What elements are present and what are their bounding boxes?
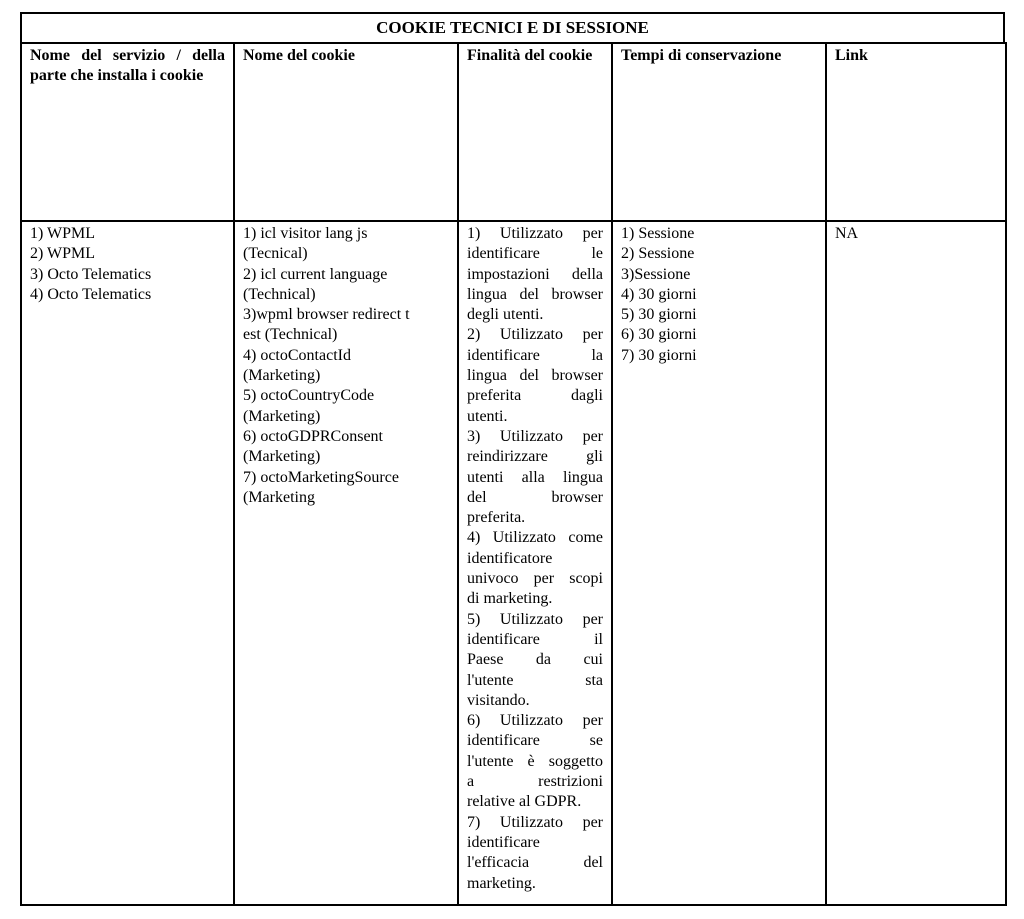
cookie-name-line: 4) octoContactId (243, 346, 351, 364)
retention-entry: 5) 30 giorni (621, 306, 697, 324)
purpose-line: 4) Utilizzato come (467, 529, 603, 547)
purpose-line: di marketing. (467, 590, 553, 608)
purpose-line: impostazioni della (467, 265, 603, 283)
services-cell (21, 221, 234, 905)
purposes-cell (458, 221, 612, 905)
purpose-line: identificare il (467, 630, 603, 648)
purpose-line: l'utente sta (467, 671, 603, 689)
cookie-name-line: (Tecnical) (243, 245, 308, 263)
header-row (21, 43, 1006, 221)
service-entry: 4) Octo Telematics (30, 285, 152, 303)
service-entry: 2) WPML (30, 245, 96, 263)
purpose-line: identificare la (467, 346, 603, 364)
purpose-line: lingua del browser (467, 367, 603, 385)
purpose-line: 1) Utilizzato per (467, 225, 603, 242)
service-entry: 1) WPML (30, 225, 96, 242)
purpose-line: utenti alla lingua (467, 468, 603, 486)
retention-cell (612, 221, 826, 905)
retention-entry: 6) 30 giorni (621, 326, 697, 344)
cookie-name-line: 1) icl visitor lang js (243, 225, 368, 242)
cookie-name-line: est (Technical) (243, 326, 338, 344)
purpose-line: 2) Utilizzato per (467, 326, 603, 344)
purpose-line: 5) Utilizzato per (467, 610, 603, 628)
purpose-line: identificare (467, 833, 540, 851)
header-service: Nome del servizio / della parte che installa i cookie (21, 43, 234, 221)
purpose-line: a restrizioni (467, 773, 603, 791)
cookie-table-container (20, 12, 1005, 906)
cookie-name-line: 5) octoCountryCode (243, 387, 375, 405)
cookie-name-line: (Marketing) (243, 367, 321, 385)
retention-entry: 4) 30 giorni (621, 285, 697, 303)
purpose-line: utenti. (467, 407, 508, 425)
cookie-name-line: (Marketing) (243, 407, 321, 425)
purpose-line: lingua del browser (467, 285, 603, 303)
cookies-cell (234, 221, 458, 905)
retention-entry: 7) 30 giorni (621, 346, 697, 364)
cookie-name-line: 2) icl current language (243, 265, 388, 283)
purpose-line: relative al GDPR. (467, 793, 582, 811)
retention-entry: 3)Sessione (621, 265, 691, 283)
purpose-line: marketing. (467, 874, 536, 892)
purpose-line: l'utente è soggetto (467, 752, 603, 770)
header-retention: Tempi di conservazione (612, 43, 826, 221)
cookie-name-line: (Marketing) (243, 448, 321, 466)
purpose-line: degli utenti. (467, 306, 544, 324)
body-row (21, 221, 1006, 905)
purpose-line: preferita dagli (467, 387, 603, 405)
cookie-table (20, 42, 1007, 906)
service-entry: 3) Octo Telematics (30, 265, 152, 283)
purpose-line: identificatore (467, 549, 553, 567)
purpose-line: Paese da cui (467, 651, 603, 669)
purpose-line: identificare se (467, 732, 603, 750)
retention-entry: 2) Sessione (621, 245, 695, 263)
purpose-line: 6) Utilizzato per (467, 712, 603, 730)
purpose-line: preferita. (467, 509, 526, 527)
cookie-name-line: 7) octoMarketingSource (243, 468, 399, 486)
header-link: Link (826, 43, 1006, 221)
purpose-line: univoco per scopi (467, 570, 603, 588)
purpose-line: l'efficacia del (467, 854, 603, 872)
purpose-line: reindirizzare gli (467, 448, 603, 466)
cookie-name-line: 6) octoGDPRConsent (243, 427, 383, 445)
header-purpose: Finalità del cookie (458, 43, 612, 221)
purpose-line: 7) Utilizzato per (467, 813, 603, 831)
cookie-name-line: 3)wpml browser redirect t (243, 306, 410, 324)
table-title: COOKIE TECNICI E DI SESSIONE (20, 12, 1005, 42)
retention-entry: 1) Sessione (621, 225, 695, 242)
cookie-name-line: (Technical) (243, 285, 316, 303)
purpose-line: del browser (467, 488, 603, 506)
purpose-line: 3) Utilizzato per (467, 427, 603, 445)
purpose-line: visitando. (467, 691, 530, 709)
link-cell: NA (826, 221, 1006, 905)
header-cookie-name: Nome del cookie (234, 43, 458, 221)
purpose-line: identificare le (467, 245, 603, 263)
cookie-name-line: (Marketing (243, 488, 315, 506)
